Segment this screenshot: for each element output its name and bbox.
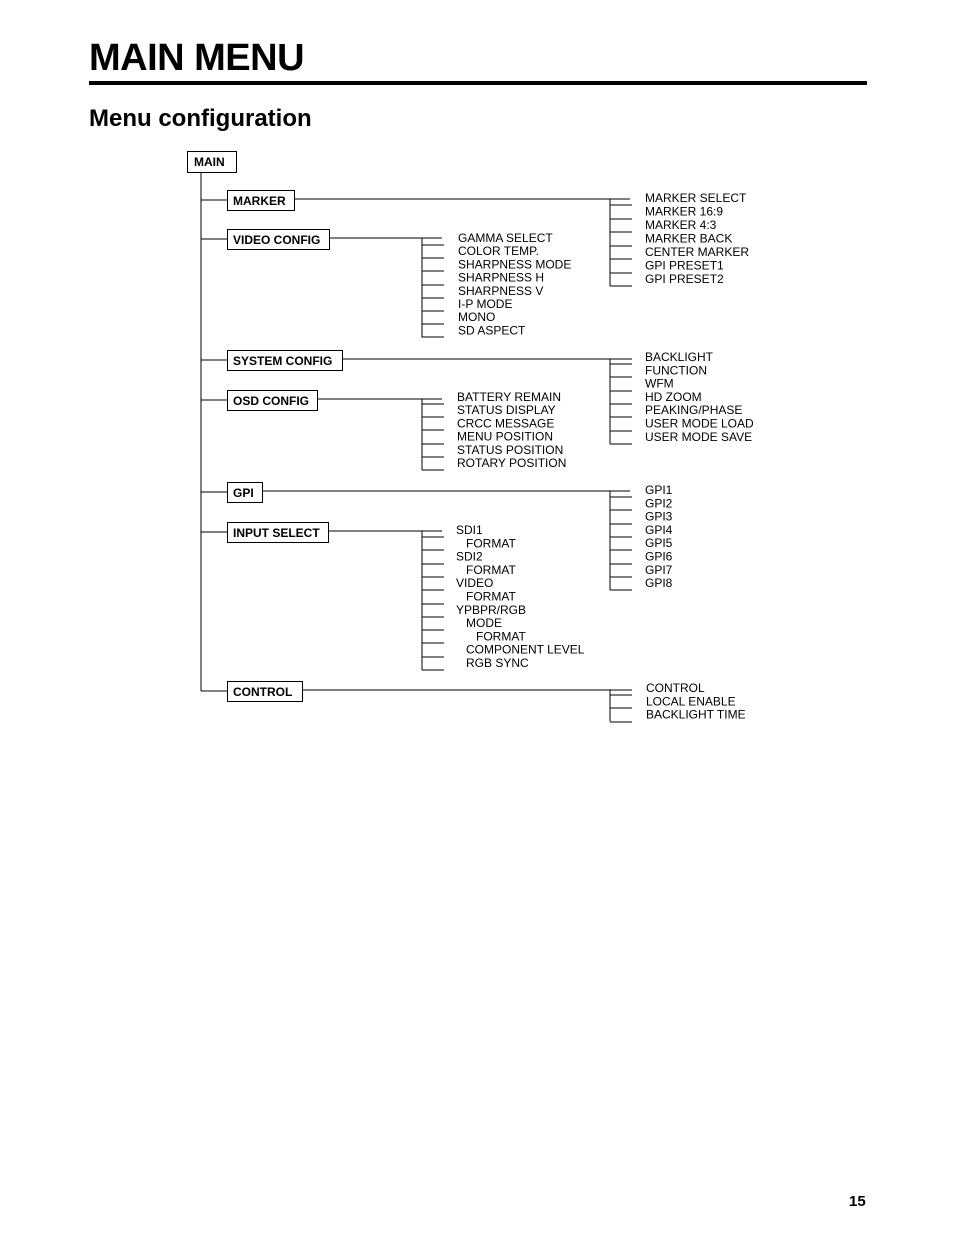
menu-item-label: USER MODE SAVE	[645, 429, 753, 444]
menu-item-label: FORMAT	[466, 562, 516, 577]
menu-node-label: VIDEO CONFIG	[233, 233, 321, 247]
menu-item-label: LOCAL ENABLE	[646, 694, 736, 709]
menu-item-label: SDI1	[456, 523, 483, 537]
menu-item-label: CONTROL	[646, 681, 705, 695]
menu-item-label: FUNCTION	[645, 363, 707, 378]
menu-item-label: GPI6	[645, 549, 673, 564]
section-title: Menu configuration	[89, 105, 312, 132]
menu-item-label: FORMAT	[466, 589, 516, 604]
menu-node-label: GPI	[233, 486, 254, 500]
menu-item-label: HD ZOOM	[645, 389, 702, 404]
menu-item-label: MARKER 16:9	[645, 204, 724, 219]
page-number: 15	[849, 1193, 866, 1210]
menu-item-label: MARKER 4:3	[645, 218, 717, 232]
menu-item-label: FORMAT	[476, 629, 526, 644]
menu-node-label: SYSTEM CONFIG	[233, 354, 333, 368]
menu-item-label: MONO	[458, 310, 496, 325]
menu-item-label: GPI8	[645, 576, 673, 591]
menu-item-label: SHARPNESS H	[458, 270, 545, 285]
menu-node-label: MARKER	[233, 194, 286, 208]
menu-item-label: MARKER SELECT	[645, 191, 747, 205]
menu-item-label: SHARPNESS MODE	[458, 257, 572, 272]
menu-item-label: YPBPR/RGB	[456, 602, 527, 617]
menu-node-label: OSD CONFIG	[233, 394, 310, 408]
menu-item-label: SHARPNESS V	[458, 283, 544, 298]
menu-item-label: GPI PRESET1	[645, 258, 724, 273]
menu-item-label: USER MODE LOAD	[645, 416, 754, 431]
menu-item-label: MODE	[466, 616, 502, 631]
menu-item-label: MARKER BACK	[645, 231, 733, 246]
menu-item-label: GPI1	[645, 483, 673, 497]
menu-item-label: MENU POSITION	[457, 429, 554, 444]
menu-item-label: PEAKING/PHASE	[645, 403, 743, 418]
menu-item-label: CENTER MARKER	[645, 245, 750, 259]
menu-item-label: GPI4	[645, 522, 673, 537]
menu-item-label: STATUS POSITION	[457, 442, 564, 457]
menu-item-label: GPI2	[645, 496, 673, 511]
menu-item-label: SD ASPECT	[458, 323, 526, 338]
menu-item-label: I-P MODE	[458, 297, 513, 311]
menu-item-label: WFM	[645, 376, 674, 391]
tree-connectors	[201, 172, 632, 722]
menu-item-label: COLOR TEMP.	[458, 244, 539, 259]
menu-item-label: GPI7	[645, 562, 673, 577]
menu-item-label: BATTERY REMAIN	[457, 390, 562, 404]
menu-item-label: GPI5	[645, 536, 673, 551]
menu-item-label: FORMAT	[466, 536, 516, 551]
menu-item-label: BACKLIGHT TIME	[646, 707, 746, 722]
menu-item-label: GAMMA SELECT	[458, 231, 553, 245]
page-title: MAIN MENU	[89, 37, 305, 79]
main-node-label: MAIN	[194, 155, 225, 169]
menu-item-label: SDI2	[456, 549, 483, 564]
menu-item-label: COMPONENT LEVEL	[466, 642, 585, 657]
menu-item-label: VIDEO	[456, 576, 494, 591]
menu-item-label: GPI3	[645, 509, 673, 524]
menu-item-label: RGB SYNC	[466, 656, 529, 670]
menu-node-label: INPUT SELECT	[233, 526, 320, 540]
menu-item-label: BACKLIGHT	[645, 350, 714, 364]
menu-item-label: CRCC MESSAGE	[457, 416, 555, 431]
menu-item-label: GPI PRESET2	[645, 272, 724, 286]
menu-item-label: ROTARY POSITION	[457, 456, 567, 470]
tree-leaf-items	[456, 191, 754, 722]
tree-nodes	[188, 152, 343, 702]
menu-node-label: CONTROL	[233, 685, 293, 699]
menu-item-label: STATUS DISPLAY	[457, 403, 556, 418]
